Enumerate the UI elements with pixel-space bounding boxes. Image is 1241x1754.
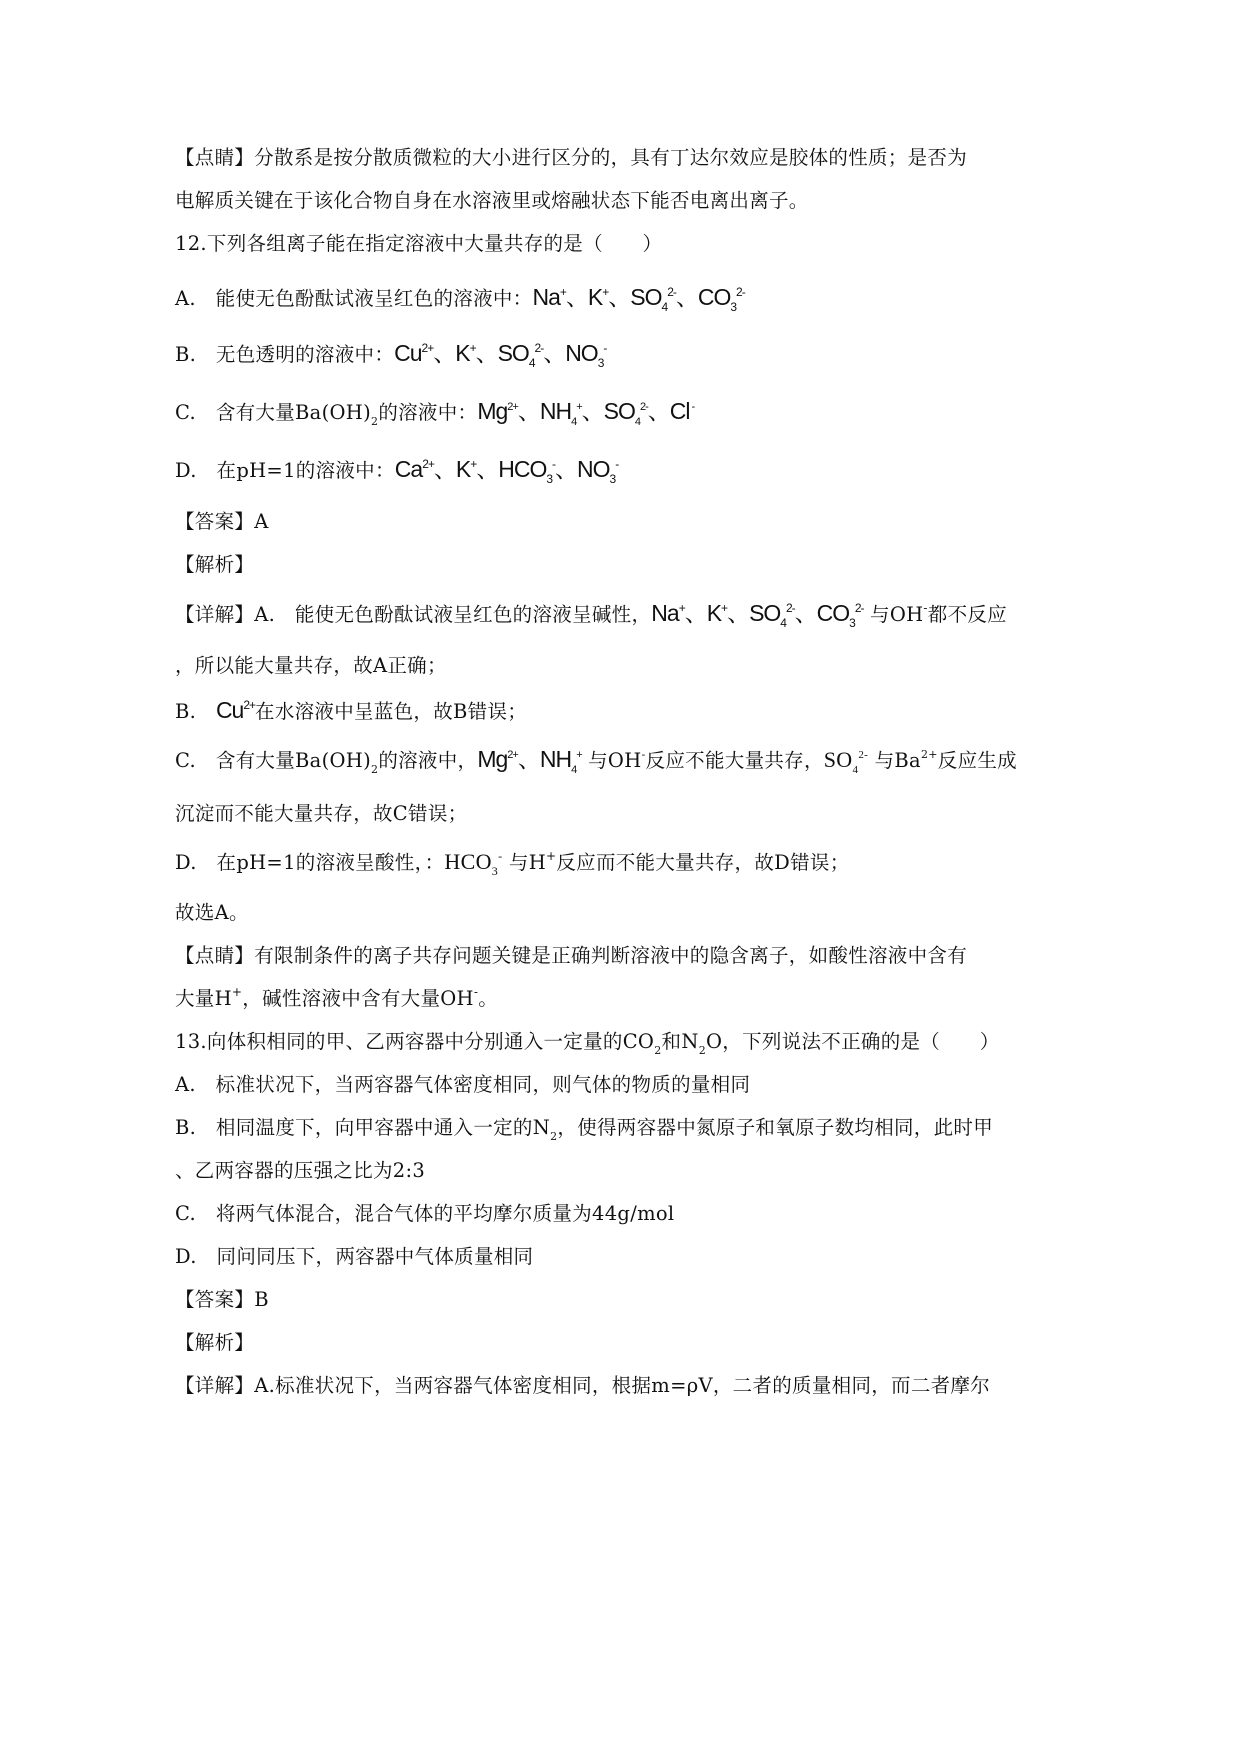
detail-12-d: D. 在pH=1的溶液呈酸性，：$HCO_3^-$ 与H+反应而不能大量共存，故D错误；	[175, 849, 850, 878]
ion-list: $Ca^{2+}$、K+、$HCO_3^-$、$NO_3^-$	[394, 456, 619, 486]
question-13-option-b-line-1: B. 相同温度下，向甲容器中通入一定的$N_2$，使得两容器中氮原子和氧原子数均相同，此时甲	[175, 1116, 994, 1143]
question-12-option-c: C. 含有大量$Ba(OH)_2$的溶液中：$Mg^{2+}$、$NH_4^+$、$SO_4^{2-}$、Cl -	[175, 398, 695, 428]
dianjing-11-line-1: 【点睛】分散系是按分散质微粒的大小进行区分的，具有丁达尔效应是胶体的性质；是否为	[175, 146, 968, 169]
ion-list: $Mg^{2+}$、$NH_4^+$、$SO_4^{2-}$、Cl -	[477, 398, 695, 428]
detail-13-a: 【详解】A.标准状况下，当两容器气体密度相同，根据m=ρV，二者的质量相同，而二者摩尔	[175, 1374, 991, 1397]
detail-12-a-line-2: ，所以能大量共存，故A正确；	[175, 654, 447, 677]
analysis-12-heading: 【解析】	[175, 553, 255, 576]
question-13-option-c: C. 将两气体混合，混合气体的平均摩尔质量为44g/mol	[175, 1202, 675, 1225]
dianjing-12-line-1: 【点睛】有限制条件的离子共存问题关键是正确判断溶液中的隐含离子，如酸性溶液中含有	[175, 944, 968, 967]
detail-12-c-line-1: C. 含有大量$Ba(OH)_2$的溶液中，$Mg^{2+}$、$NH_4^+$ 与OH-反应不能大量共存，$SO_4^{2-}$ 与$Ba^{2+}$反应生成	[175, 746, 1017, 776]
detail-12-conclusion: 故选A。	[175, 901, 249, 924]
question-12-option-b: B. 无色透明的溶液中：$Cu^{2+}$、K+、$SO_4^{2-}$、$NO_3^-$	[175, 340, 607, 370]
question-12-option-a: A. 能使无色酚酞试液呈红色的溶液中：Na+、K+、$SO_4^{2-}$、$CO_3^{2-}$	[175, 284, 745, 314]
answer-12: 【答案】A	[175, 510, 269, 533]
question-12-stem: 12.下列各组离子能在指定溶液中大量共存的是（ ）	[175, 232, 663, 255]
question-13-option-a: A. 标准状况下，当两容器气体密度相同，则气体的物质的量相同	[175, 1073, 751, 1096]
dianjing-11-line-2: 电解质关键在于该化合物自身在水溶液里或熔融状态下能否电离出离子。	[175, 189, 809, 212]
ion-list: Na+、K+、$SO_4^{2-}$、$CO_3^{2-}$	[532, 284, 745, 314]
question-13-option-d: D. 同问同压下，两容器中气体质量相同	[175, 1245, 534, 1268]
detail-12-a-line-1: 【详解】A. 能使无色酚酞试液呈红色的溶液呈碱性，Na+、K+、$SO_4^{2-}$、$CO_3^{2-}$ 与OH-都不反应	[175, 600, 1007, 630]
detail-12-c-line-2: 沉淀而不能大量共存，故C错误；	[175, 802, 468, 825]
analysis-13-heading: 【解析】	[175, 1331, 255, 1354]
question-12-option-d: D. 在pH=1的溶液中：$Ca^{2+}$、K+、$HCO_3^-$、$NO_3^-$	[175, 456, 619, 486]
detail-12-b: B. $Cu^{2+}$在水溶液中呈蓝色，故B错误；	[175, 697, 528, 723]
dianjing-12-line-2: 大量H+，碱性溶液中含有大量OH-。	[175, 985, 499, 1010]
ion-list: $Cu^{2+}$、K+、$SO_4^{2-}$、$NO_3^-$	[394, 340, 607, 370]
ion-list: Na+、K+、$SO_4^{2-}$、$CO_3^{2-}$	[651, 600, 864, 630]
question-13-stem: 13.向体积相同的甲、乙两容器中分别通入一定量的$CO_2$和$N_2O$，下列说法不正确的是（ ）	[175, 1030, 1000, 1057]
question-13-option-b-line-2: 、乙两容器的压强之比为2:3	[175, 1159, 426, 1182]
ion-list: $Mg^{2+}$、$NH_4^+$	[477, 746, 582, 776]
answer-13: 【答案】B	[175, 1288, 269, 1311]
